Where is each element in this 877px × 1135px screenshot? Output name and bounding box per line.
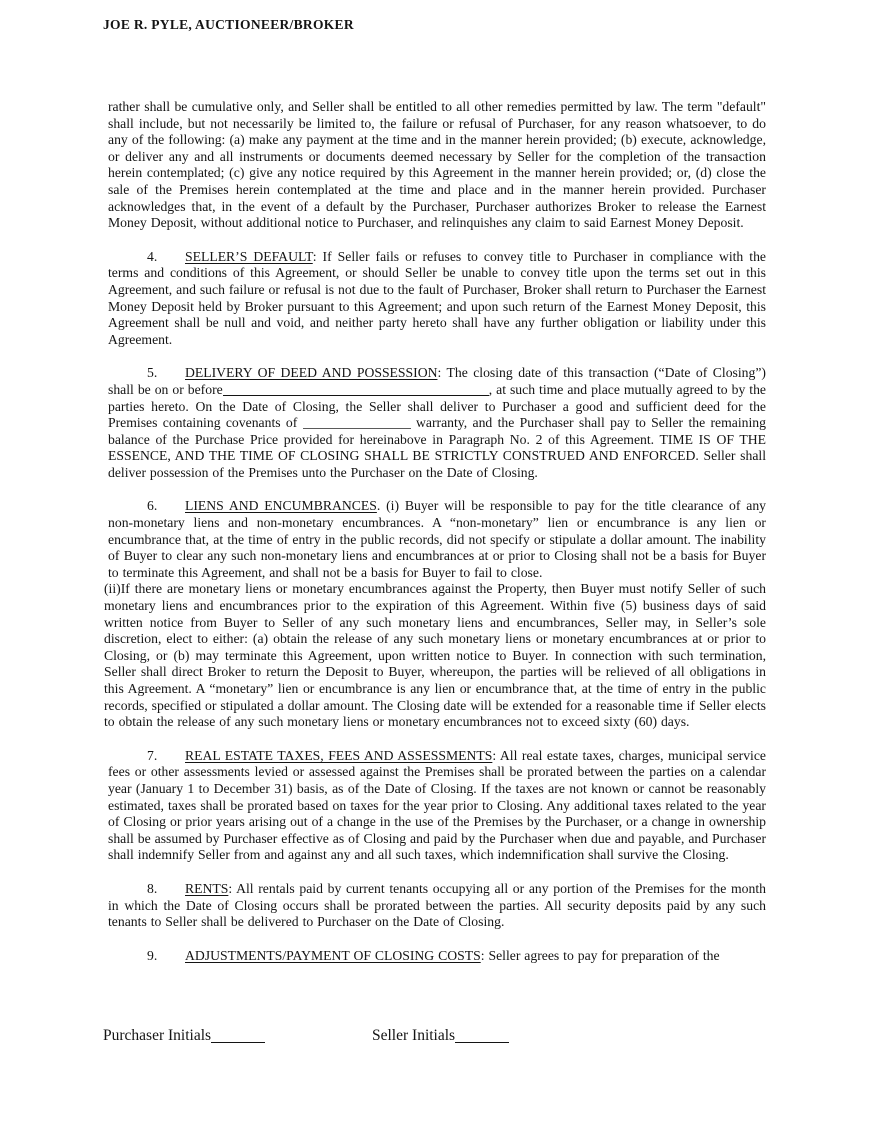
purchaser-initials-label: Purchaser Initials <box>103 1027 212 1044</box>
section-heading: RENTS <box>185 880 229 896</box>
broker-name: JOE R. PYLE, AUCTIONEER/BROKER <box>103 17 354 32</box>
seller-initials-label: Seller Initials <box>372 1027 456 1044</box>
heading-separator: : <box>492 747 500 763</box>
section-text: All rentals paid by current tenants occupying all or any portion of the Premises for the month in which the Date of Closing occurs shall be prorated between the parties. All security deposits paid by any such tenants to Seller shall be delivered to Purchaser on the Date of Closing. <box>108 880 766 930</box>
section-text: , at such time and place mutually agreed to by the parties hereto. On the Date of Closing, the Seller shall deliver to Purchaser a good and sufficient deed for the Premises containing covenants of <box>108 381 766 431</box>
heading-separator: : <box>312 248 323 264</box>
section-text-clause-i: (i) Buyer will be responsible to pay for the title clearance of any non-monetary liens and non-monetary encumbrances. A “non-monetary” lien or encumbrance is any lien or encumbrance that, at the time of entry in the public records, did not specify or stipulate a dollar amount. The inability of Buyer to clear any such non-monetary liens and encumbrances at or prior to Closing shall not be a basis for Buyer to terminate this Agreement, and shall not be a basis for Buyer to fail to close. <box>108 498 767 580</box>
warranty-type-blank-field <box>303 417 411 429</box>
section-heading: SELLER’S DEFAULT <box>185 248 313 264</box>
section-text: The closing date of this transaction (“Date of Closing”) shall be on or before <box>108 365 766 397</box>
page-header <box>103 17 354 33</box>
paragraph-text: rather shall be cumulative only, and Seller shall be entitled to all other remedies permitted by law. The term "default" shall include, but not necessarily be limited to, the failure or refusal of Purchaser, for any reason whatsoever, to do any of the following: (a) make any payment at the time and in the manner herein provided; (b) execute, acknowledge, or deliver any and all instruments or documents deemed necessary by Seller for the completion of the transaction herein contemplated; (c) give any notice required by this Agreement in the manner herein provided; or, (d) close the sale of the Premises herein contemplated at the time and place and in the manner herein provided. Purchaser acknowledges that, in the event of a default by the Purchaser, Purchaser authorizes Broker to release the Earnest Money Deposit, without additional notice to Purchaser, and relinquishes any claim to said Earnest Money Deposit. <box>108 99 766 231</box>
section-number: 9. <box>147 947 158 963</box>
section-number: 6. <box>147 498 158 514</box>
section-9-adjustments-payment-of-closing-costs <box>108 948 766 965</box>
heading-separator: : <box>480 947 489 963</box>
heading-separator: . <box>376 498 387 514</box>
purchaser-initials-blank-field <box>211 1031 265 1043</box>
purchaser-initials <box>103 1027 265 1045</box>
section-text: warranty, and the Purchaser shall pay to Seller the remaining balance of the Purchase Price provided for hereinabove in Paragraph No. 2 of this Agreement. TIME IS OF THE ESSENCE, AND THE TIME OF CLOSING SHALL BE STRICTLY CONSTRUED AND ENFORCED. Seller shall deliver possession of the Premises unto the Purchaser on the Date of Closing. <box>108 415 766 480</box>
section-4-sellers-default <box>108 249 766 349</box>
section-number: 4. <box>147 248 158 264</box>
section-8-rents <box>108 881 766 931</box>
section-number: 5. <box>147 365 158 381</box>
heading-separator: : <box>228 880 237 896</box>
section-7-real-estate-taxes-fees-assessments <box>108 748 766 864</box>
initials-footer <box>103 1027 763 1051</box>
document-body <box>104 99 767 964</box>
seller-initials <box>372 1027 509 1045</box>
closing-date-blank-field <box>223 384 489 396</box>
section-text: Seller agrees to pay for preparation of the <box>488 947 720 963</box>
section-text: If Seller fails or refuses to convey title to Purchaser in compliance with the terms and conditions of this Agreement, or should Seller be unable to convey title upon the terms set out in this Agreement, and such failure or refusal is not due to the fault of Purchaser, Broker shall return to Purchaser the Earnest Money Deposit held by Broker pursuant to this Agreement; and upon such return of the Earnest Money Deposit, this Agreement shall be null and void, and neither party hereto shall have any further obligation or liability under this Agreement. <box>108 248 766 347</box>
section-text-clause-ii: (ii)If there are monetary liens or monetary encumbrances against the Property, then Buyer must notify Seller of such monetary liens and encumbrances prior to the expiration of this Agreement. Within five (5) business days of said written notice from Buyer to Seller of any such monetary liens and encumbrances, Seller may, in Seller’s sole discretion, elect to either: (a) obtain the release of any such monetary liens or monetary encumbrances at or prior to Closing, or (b) may terminate this Agreement, upon written notice to Buyer. In connection with such termination, Seller shall direct Broker to return the Deposit to Buyer, whereupon, the parties will be relieved of all obligations in this Agreement. A “monetary” lien or encumbrance is any lien or encumbrance that, at the time of entry in the public records, specified or stipulated a dollar amount. The Closing date will be extended for a reasonable time if Seller elects to obtain the release of any such monetary liens or monetary encumbrances not to exceed sixty (60) days. <box>104 581 766 730</box>
section-heading: REAL ESTATE TAXES, FEES AND ASSESSMENTS <box>185 747 493 763</box>
section-number: 7. <box>147 747 158 763</box>
section-text: All real estate taxes, charges, municipal service fees or other assessments levied or assessed against the Premises shall be prorated between the parties on a calendar year (January 1 to December 31) basis, as of the Date of Closing. If the taxes are not known or cannot be reasonably estimated, taxes shall be prorated based on taxes for the year prior to Closing. Any additional taxes related to the year of Closing or prior years arising out of a change in the use of the Premises by the Purchaser, or a change in ownership shall be assumed by Purchaser effective as of Closing and paid by the Purchaser when due and payable, and Purchaser shall indemnify Seller from and against any and all such taxes, which indemnification shall survive the Closing. <box>108 747 767 863</box>
section-number: 8. <box>147 880 158 896</box>
section-heading: DELIVERY OF DEED AND POSSESSION <box>185 365 438 381</box>
paragraph-default-remedies-continuation <box>108 99 766 232</box>
section-heading: LIENS AND ENCUMBRANCES <box>185 498 377 514</box>
heading-separator: : <box>437 365 447 381</box>
section-5-delivery-of-deed-and-possession <box>108 365 766 481</box>
section-heading: ADJUSTMENTS/PAYMENT OF CLOSING COSTS <box>185 947 481 963</box>
section-6-liens-and-encumbrances <box>104 498 767 730</box>
seller-initials-blank-field <box>455 1031 509 1043</box>
